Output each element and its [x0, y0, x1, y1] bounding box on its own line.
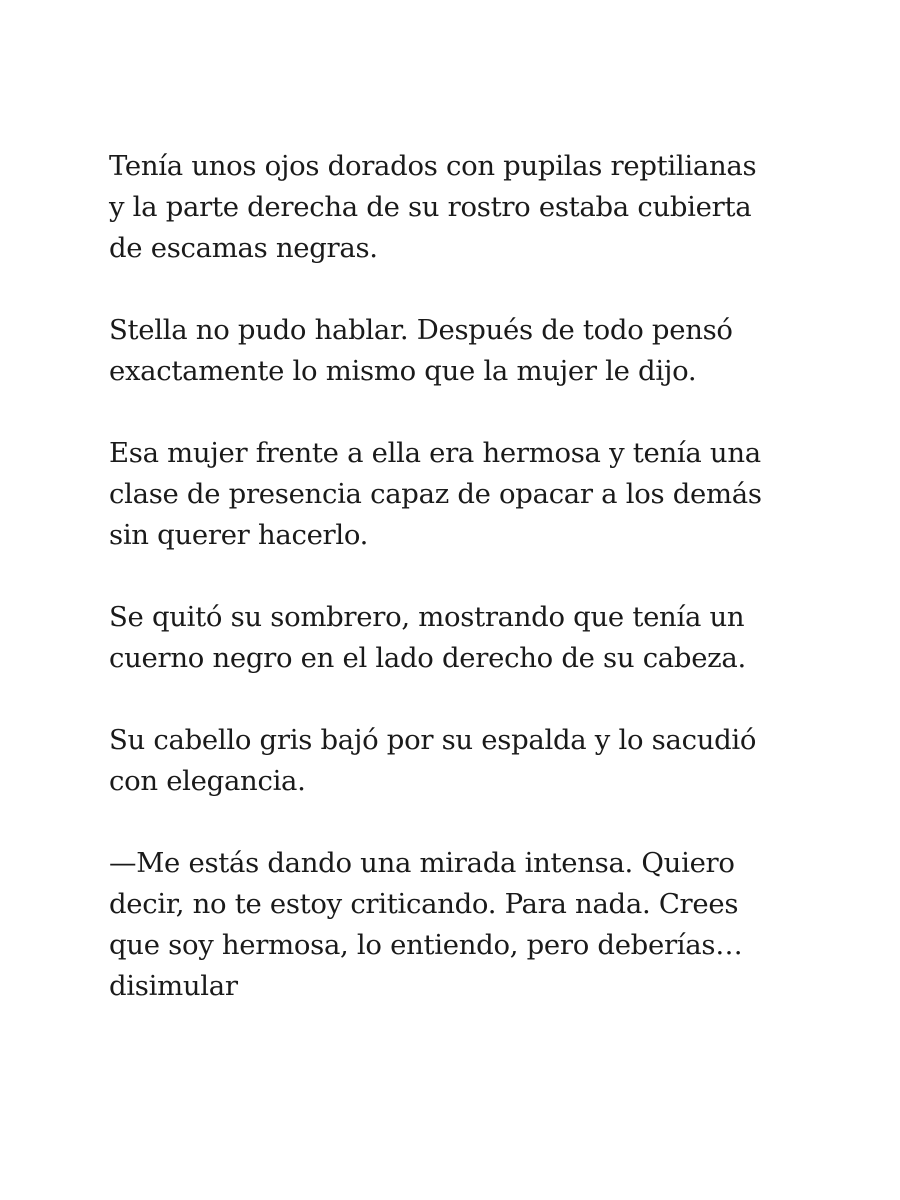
text-line: —Me estás dando una mirada intensa. Quiero — [109, 847, 735, 879]
text-line: con elegancia. — [109, 765, 306, 797]
paragraph-6 — [109, 843, 809, 1007]
text-line: sin querer hacerlo. — [109, 519, 369, 551]
paragraph-5 — [109, 720, 809, 802]
text-line: Tenía unos ojos dorados con pupilas reptilianas — [109, 150, 757, 182]
text-line: que soy hermosa, lo entiendo, pero deberías… — [109, 929, 743, 961]
text-line: decir, no te estoy criticando. Para nada. Crees — [109, 888, 739, 920]
text-line: cuerno negro en el lado derecho de su cabeza. — [109, 642, 746, 674]
text-line: Esa mujer frente a ella era hermosa y tenía una — [109, 437, 761, 469]
text-line: exactamente lo mismo que la mujer le dijo. — [109, 355, 697, 387]
text-line: Su cabello gris bajó por su espalda y lo sacudió — [109, 724, 757, 756]
text-line: de escamas negras. — [109, 232, 378, 264]
story-text — [109, 146, 809, 1048]
text-line: Stella no pudo hablar. Después de todo pensó — [109, 314, 733, 346]
paragraph-4 — [109, 597, 809, 679]
text-line: clase de presencia capaz de opacar a los demás — [109, 478, 762, 510]
text-line: Se quitó su sombrero, mostrando que tenía un — [109, 601, 745, 633]
paragraph-3 — [109, 433, 809, 556]
text-line: disimular — [109, 970, 238, 1002]
paragraph-2 — [109, 310, 809, 392]
text-line: y la parte derecha de su rostro estaba cubierta — [109, 191, 752, 223]
paragraph-1 — [109, 146, 809, 269]
